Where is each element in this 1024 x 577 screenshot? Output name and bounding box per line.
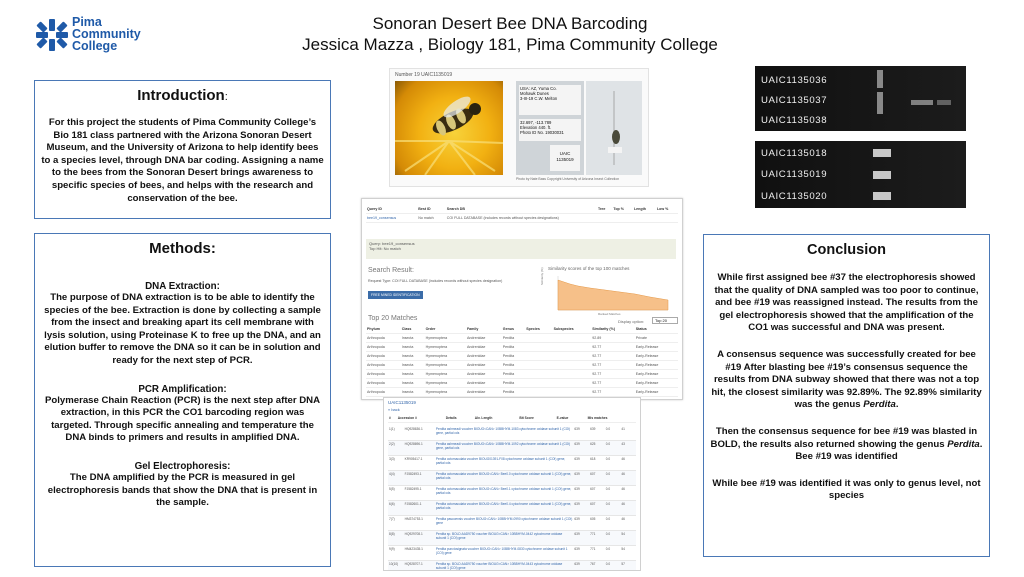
gel1-lane-label-1: UAIC1135036 bbox=[761, 75, 828, 86]
similarity-chart-title: Similarity scores of the top 100 matches bbox=[548, 266, 630, 271]
blast-header: Bit Score bbox=[518, 414, 555, 423]
blast-cell: 0.0 bbox=[605, 562, 611, 566]
similarity-ylabel: Similarity (%) bbox=[540, 267, 544, 285]
top20-cell: Early-Release bbox=[635, 343, 678, 352]
blast-table bbox=[388, 414, 636, 423]
blast-cell: 0.0 bbox=[605, 517, 611, 521]
similarity-chart bbox=[550, 274, 670, 314]
similarity-area bbox=[558, 280, 668, 310]
top20-cell: Perdita bbox=[502, 388, 526, 397]
blast-header: Mis matches bbox=[587, 414, 636, 423]
top20-title: Top 20 Matches bbox=[368, 315, 418, 322]
top20-cell: Insecta bbox=[401, 334, 425, 343]
summary-header: Tree bbox=[597, 205, 612, 214]
blast-cell: 639 bbox=[574, 472, 580, 476]
blast-row bbox=[388, 516, 636, 531]
top20-cell: Insecta bbox=[401, 352, 425, 361]
blast-description-link[interactable]: Perdita ashmeadi voucher BIOUG<CAN> 10BBHYM-1083 cytochrome oxidase subunit 1 (COI) gene, partial cds bbox=[435, 427, 571, 435]
blast-cell: 9(9) bbox=[389, 547, 395, 551]
top20-header: Genus bbox=[502, 325, 526, 334]
photo-caption: Photo by Nate Bass Copyright University of Arizona Insect Collection bbox=[516, 177, 620, 181]
blast-description-link[interactable]: Perdita octomaculata voucher BIOUG<CAN> Bee0.1 cytochrome oxidase subunit 1 (COI) gene, partial cds bbox=[435, 487, 572, 495]
gel-image-1 bbox=[755, 66, 966, 131]
blast-row bbox=[388, 456, 636, 471]
conclusion-paragraph-2 bbox=[710, 349, 983, 412]
blast-cell: KR905417.1 bbox=[404, 457, 423, 461]
top20-header: Subspecies bbox=[553, 325, 592, 334]
free-search-button[interactable]: FREE MINED IDENTIFICATION bbox=[368, 291, 423, 299]
conclusion-p3-end: . Bee #19 was identified bbox=[795, 438, 983, 463]
blast-cell: 639 bbox=[574, 427, 580, 431]
top20-cell: 92.77 bbox=[591, 370, 635, 379]
top20-cell: Early-Release bbox=[635, 379, 678, 388]
top20-cell bbox=[553, 379, 592, 388]
top20-cell: Andrenidae bbox=[466, 361, 502, 370]
summary-header: Length bbox=[633, 205, 656, 214]
label-line-2: Mohawk Dunes bbox=[520, 91, 549, 96]
blast-cell: 639 bbox=[574, 487, 580, 491]
blast-cell: 639 bbox=[574, 517, 580, 521]
top20-header: Phylum bbox=[366, 325, 401, 334]
conclusion-p3-genus: Perdita bbox=[947, 438, 980, 450]
top20-cell: Andrenidae bbox=[466, 343, 502, 352]
top20-cell bbox=[553, 361, 592, 370]
blast-description-link[interactable]: Perdita ashmeadi voucher BIOUG<CAN> 10BBHYM-1092 cytochrome oxidase subunit 1 (COI) gene, partial cds bbox=[435, 442, 571, 450]
label-line-3: 3-III-19 C.W. Melton bbox=[520, 96, 558, 101]
specimen-number: Number 19 UAIC1135019 bbox=[395, 72, 453, 78]
blast-cell: 639 bbox=[590, 427, 596, 431]
gel1-ladder-band bbox=[877, 92, 883, 114]
gel1-lane-label-2: UAIC1135037 bbox=[761, 95, 828, 106]
top20-header: Similarity (%) bbox=[591, 325, 635, 334]
pcr-text: Polymerase Chain Reaction (PCR) is the next step after DNA extraction, in this PCR the CO1 barcoding region was targeted. Through specific annealing and temperature the DNA binds to primers and results in amplified DNA. bbox=[44, 394, 321, 444]
blast-cell: 0.0 bbox=[605, 472, 611, 476]
summary-cell bbox=[612, 214, 633, 223]
blast-cell: 771 bbox=[590, 532, 596, 536]
label-line-5: Elevation 440. ft. bbox=[520, 125, 552, 130]
summary-cell bbox=[633, 214, 656, 223]
blast-row bbox=[388, 501, 636, 516]
blast-cell: 46 bbox=[621, 457, 625, 461]
blast-cell: 639 bbox=[574, 442, 580, 446]
blast-cell: 0.0 bbox=[605, 442, 611, 446]
blast-cell: 6(6) bbox=[389, 502, 395, 506]
table-row bbox=[366, 361, 678, 370]
blast-cell: 0.0 bbox=[605, 532, 611, 536]
conclusion-p2-end: . bbox=[895, 399, 899, 411]
poster-subtitle: Jessica Mazza , Biology 181, Pima Community College bbox=[302, 35, 718, 54]
blast-cell: 46 bbox=[621, 502, 625, 506]
blast-cell: 0.0 bbox=[605, 487, 611, 491]
top20-header: Class bbox=[401, 325, 425, 334]
poster-title: Sonoran Desert Bee DNA Barcoding bbox=[372, 14, 648, 33]
conclusion-paragraph-1: While first assigned bee #37 the electrophoresis showed that the quality of DNA sampled was too poor to continue, and bee #19 was reassigned instead. The results from the gel electrophoresis showed that the amplification of the CO1 was successful and DNA was present. bbox=[714, 272, 979, 334]
top20-cell: Perdita bbox=[502, 370, 526, 379]
introduction-title: Introduction bbox=[137, 87, 225, 104]
conclusion-p3-text: Then the consensus sequence for bee #19 was blasted in BOLD, the results also returned showing the genus bbox=[710, 425, 978, 450]
blast-cell: FJ582601.1 bbox=[404, 502, 422, 506]
blast-row bbox=[388, 486, 636, 501]
summary-header: Top % bbox=[612, 205, 633, 214]
college-logo bbox=[34, 14, 154, 56]
similarity-xlabel: Ranked Matches bbox=[598, 312, 621, 316]
methods-box bbox=[34, 233, 331, 567]
blast-cell: HQ928636.1 bbox=[404, 427, 423, 431]
blast-row bbox=[388, 531, 636, 546]
methods-title: Methods: bbox=[149, 240, 216, 257]
top-hit-line: Top Hit: No match bbox=[369, 246, 401, 251]
top20-cell: 92.77 bbox=[591, 361, 635, 370]
top20-cell bbox=[553, 334, 592, 343]
top20-cell: Andrenidae bbox=[466, 388, 502, 397]
summary-header: Best ID bbox=[417, 205, 446, 214]
summary-cell bbox=[656, 214, 678, 223]
gel2-lane-label-2: UAIC1135019 bbox=[761, 169, 828, 180]
gel1-dna-band bbox=[911, 100, 933, 105]
query-banner bbox=[366, 239, 676, 259]
top20-cell bbox=[525, 361, 552, 370]
blast-cell: 46 bbox=[621, 472, 625, 476]
top20-header: Order bbox=[425, 325, 466, 334]
blast-cell: 41 bbox=[621, 427, 625, 431]
top20-header: Species bbox=[525, 325, 552, 334]
blast-cell: 46 bbox=[621, 487, 625, 491]
introduction-box bbox=[34, 80, 331, 219]
blast-cell: 607 bbox=[590, 487, 596, 491]
top20-cell bbox=[553, 352, 592, 361]
top20-cell: Hymenoptera bbox=[425, 370, 466, 379]
blast-cell: FJ582495.1 bbox=[404, 487, 422, 491]
top20-cell bbox=[525, 343, 552, 352]
logo-text-line3: College bbox=[72, 39, 118, 53]
blast-cell: HQ929708.1 bbox=[404, 532, 423, 536]
introduction-title-suffix: : bbox=[224, 91, 228, 103]
label-line-1: USA: AZ, Yuma Co. bbox=[520, 86, 557, 91]
top20-cell: Perdita bbox=[502, 379, 526, 388]
dna-extraction-text: The purpose of DNA extraction is to be able to identify the species of the bee. Extraction is done by collecting a sample from the insect and breaking apart its cell membrane with lysis solution, using Proteinase K to free up the DNA, and an elution buffer to remove the DNA so it can be in solution and ready for the next step of PCR. bbox=[44, 292, 321, 366]
blast-cell: 639 bbox=[574, 547, 580, 551]
conclusion-p2-genus: Perdita bbox=[863, 399, 896, 411]
blast-cell: 54 bbox=[621, 532, 625, 536]
gel1-lane-label-3: UAIC1135038 bbox=[761, 115, 828, 126]
blast-cell: HM374753.1 bbox=[404, 517, 423, 521]
blast-description-link[interactable]: Perdita octomaculata voucher BIOUG01391-F08 cytochrome oxidase subunit 1 (COI) gene, partial cds bbox=[435, 457, 566, 465]
blast-results-screenshot bbox=[383, 397, 641, 571]
table-row bbox=[366, 370, 678, 379]
blast-rows bbox=[388, 426, 636, 571]
blast-cell: 639 bbox=[574, 457, 580, 461]
top20-cell: 92.77 bbox=[591, 352, 635, 361]
blast-cell: 0.0 bbox=[605, 457, 611, 461]
top20-cell bbox=[553, 370, 592, 379]
table-row bbox=[366, 379, 678, 388]
query-line: Query: bee19_consensus bbox=[369, 241, 415, 246]
blast-cell: 605 bbox=[590, 517, 596, 521]
search-result-heading: Search Result: bbox=[368, 267, 414, 274]
top20-cell: Arthropoda bbox=[366, 361, 401, 370]
summary-header: Low % bbox=[656, 205, 678, 214]
dna-subway-screenshot bbox=[361, 198, 683, 400]
top20-cell: Perdita bbox=[502, 334, 526, 343]
top20-cell bbox=[525, 370, 552, 379]
blast-cell: 4(4) bbox=[389, 472, 395, 476]
top20-cell: Insecta bbox=[401, 343, 425, 352]
blast-description-link[interactable]: Perdita octomaculata voucher BIOUG<CAN> Bee0.4 cytochrome oxidase subunit 1 (COI) gene, partial cds bbox=[435, 502, 572, 510]
top20-cell bbox=[553, 343, 592, 352]
top20-cell: Insecta bbox=[401, 370, 425, 379]
blast-cell: HQ928696.1 bbox=[404, 442, 423, 446]
bee-icon bbox=[395, 81, 503, 175]
summary-header: Query ID bbox=[366, 205, 417, 214]
blast-cell: 618 bbox=[590, 457, 596, 461]
top20-header: Family bbox=[466, 325, 502, 334]
top20-cell: Early-Release bbox=[635, 352, 678, 361]
blast-cell: 54 bbox=[621, 547, 625, 551]
blast-cell: 771 bbox=[590, 547, 596, 551]
blast-cell: 46 bbox=[621, 517, 625, 521]
top20-cell: Perdita bbox=[502, 361, 526, 370]
label-line-4: 32.697, -113.789 bbox=[520, 120, 552, 125]
top20-cell: 92.89 bbox=[591, 334, 635, 343]
blast-header: Accession # bbox=[397, 414, 445, 423]
gel-image-2 bbox=[755, 141, 966, 208]
top20-cell: Early-Release bbox=[635, 370, 678, 379]
gel2-dna-band bbox=[873, 149, 891, 157]
blast-cell: 607 bbox=[590, 472, 596, 476]
blast-row bbox=[388, 546, 636, 561]
top20-cell: Arthropoda bbox=[366, 370, 401, 379]
summary-table bbox=[366, 205, 678, 223]
table-row bbox=[366, 388, 678, 397]
top20-cell: Private bbox=[635, 334, 678, 343]
top20-cell: Early-Release bbox=[635, 361, 678, 370]
top20-cell: Perdita bbox=[502, 352, 526, 361]
specimen-panel bbox=[389, 68, 649, 187]
top20-header: Status bbox=[635, 325, 678, 334]
summary-cell: No match bbox=[417, 214, 446, 223]
gel2-dna-band bbox=[873, 192, 891, 200]
gel1-ladder-band bbox=[877, 70, 883, 88]
top20-cell: Arthropoda bbox=[366, 352, 401, 361]
conclusion-box bbox=[703, 234, 990, 557]
top20-cell bbox=[525, 352, 552, 361]
gel2-lane-label-1: UAIC1135018 bbox=[761, 148, 828, 159]
blast-description-link[interactable]: Perdita sp. BOLD:AAD9750 voucher BIOUG<CAN> 10BBHYM-0442 cytochrome oxidase subunit 1 (COI) gene bbox=[435, 532, 563, 540]
top20-table bbox=[366, 325, 678, 397]
top20-cell bbox=[553, 388, 592, 397]
blast-cell: HM423435.1 bbox=[404, 547, 423, 551]
top20-cell: Hymenoptera bbox=[425, 361, 466, 370]
blast-cell: 2(2) bbox=[389, 442, 395, 446]
summary-header: Search DB bbox=[446, 205, 597, 214]
top20-cell: Insecta bbox=[401, 361, 425, 370]
blast-row bbox=[388, 426, 636, 441]
blast-cell: 0.0 bbox=[605, 427, 611, 431]
summary-cell: COI FULL DATABASE (includes records without species designations) bbox=[446, 214, 597, 223]
specimen-label-photo bbox=[516, 81, 584, 175]
gel-electrophoresis-text: The DNA amplified by the PCR is measured in gel electrophoresis bands that show the DNA that is present in the sample. bbox=[47, 471, 318, 509]
blast-cell: 639 bbox=[574, 502, 580, 506]
blast-cell: 1(1) bbox=[389, 427, 395, 431]
blast-description-link[interactable]: Perdita punctosignata voucher BIOUG<CAN> 10BBHYM-0830 cytochrome oxidase subunit 1 (COI) gene bbox=[435, 547, 568, 555]
pinned-bee-icon bbox=[586, 81, 642, 175]
top20-cell: 92.77 bbox=[591, 379, 635, 388]
logo-text-line2: Community bbox=[72, 27, 141, 41]
label-line-6: Photo ID No. 19030031 bbox=[520, 130, 564, 135]
bee-flower-photo bbox=[395, 81, 503, 175]
conclusion-title: Conclusion bbox=[807, 242, 886, 258]
introduction-heading bbox=[35, 87, 330, 105]
blast-cell: 0.0 bbox=[605, 547, 611, 551]
blast-row bbox=[388, 441, 636, 456]
blast-cell: 57 bbox=[621, 562, 625, 566]
top20-cell: 92.77 bbox=[591, 388, 635, 397]
pinned-specimen-photo bbox=[586, 81, 642, 175]
blast-header: Details bbox=[445, 414, 474, 423]
conclusion-p2-text: A consensus sequence was successfully created for bee #19 After blasting bee #19’s consensus sequence the results from DNA subway showed that there was not a top hit, the closest similarity was 92.89%. The 92.89% similarity was the genus bbox=[711, 348, 982, 411]
blast-row bbox=[388, 471, 636, 486]
top20-cell: Hymenoptera bbox=[425, 343, 466, 352]
summary-cell bbox=[597, 214, 612, 223]
gel1-dna-band bbox=[937, 100, 951, 105]
dna-extraction-heading: DNA Extraction: bbox=[145, 281, 220, 292]
top20-cell: Perdita bbox=[502, 343, 526, 352]
blast-cell: 5(5) bbox=[389, 487, 395, 491]
top20-cell: Andrenidae bbox=[466, 334, 502, 343]
top20-cell: Arthropoda bbox=[366, 388, 401, 397]
blast-back-link[interactable]: « back bbox=[388, 407, 400, 412]
summary-cell[interactable]: bee19_consensus bbox=[366, 214, 417, 223]
blast-cell: 7(7) bbox=[389, 517, 395, 521]
top20-cell: Hymenoptera bbox=[425, 334, 466, 343]
top20-cell: Insecta bbox=[401, 388, 425, 397]
top20-cell: Hymenoptera bbox=[425, 379, 466, 388]
conclusion-paragraph-4: While bee #19 was identified it was only to genus level, not species bbox=[712, 477, 981, 502]
blast-description-link[interactable]: Perdita pascoensis voucher BIOUG<CAN> 10BBHYM-0990 cytochrome oxidase subunit 1 (COI) gene bbox=[435, 517, 573, 525]
display-option-select[interactable]: Top 20 bbox=[652, 317, 678, 324]
blast-cell: 767 bbox=[590, 562, 596, 566]
blast-description-link[interactable]: Perdita sp. BOLD:AAD9750 voucher BIOUG<CAN> 10BBHYM-0443 cytochrome oxidase subunit 1 (COI) gene bbox=[435, 562, 563, 570]
top20-cell: 92.77 bbox=[591, 343, 635, 352]
top20-cell: Arthropoda bbox=[366, 334, 401, 343]
blast-cell: HQ928707.1 bbox=[404, 562, 423, 566]
blast-cell: 625 bbox=[590, 442, 596, 446]
top20-cell: Arthropoda bbox=[366, 343, 401, 352]
top20-cell bbox=[525, 388, 552, 397]
table-row bbox=[366, 352, 678, 361]
blast-cell: 607 bbox=[590, 502, 596, 506]
blast-cell: FJ582493.1 bbox=[404, 472, 422, 476]
uaic-label-2: 1135019 bbox=[556, 157, 574, 162]
introduction-text: For this project the students of Pima Community College’s Bio 181 class partnered with the Arizona Sonoran Desert Museum, and the University of Arizona to help identify bees to a species level, through DNA bar coding. Assigning a name to the bees from the Sonoran Desert brings awareness to specific species of bees, and helps with the research and conservation of the bee. bbox=[41, 117, 324, 204]
uaic-label-1: UAIC bbox=[559, 151, 571, 156]
top20-cell bbox=[525, 334, 552, 343]
top20-cell: Hymenoptera bbox=[425, 388, 466, 397]
top20-cell: Early-Release bbox=[635, 388, 678, 397]
gel-electrophoresis-heading: Gel Electrophoresis: bbox=[134, 460, 231, 472]
blast-header: # bbox=[388, 414, 397, 423]
blast-cell: 3(3) bbox=[389, 457, 395, 461]
blast-row bbox=[388, 561, 636, 571]
blast-header: Alv. Length bbox=[474, 414, 519, 423]
blast-description-link[interactable]: Perdita octomaculata voucher BIOUG<CAN> Bee0.0 cytochrome oxidase subunit 1 (COI) gene, partial cds bbox=[435, 472, 572, 480]
logo-text-line1: Pima bbox=[72, 15, 102, 29]
logo-emblem-icon bbox=[34, 17, 70, 53]
table-row bbox=[366, 343, 678, 352]
top20-cell: Insecta bbox=[401, 379, 425, 388]
blast-cell: 639 bbox=[574, 562, 580, 566]
blast-cell: 639 bbox=[574, 532, 580, 536]
request-type: Request Type: COI FULL DATABASE (includes records without species designation) bbox=[368, 279, 503, 283]
pcr-heading: PCR Amplification: bbox=[138, 383, 227, 395]
blast-cell: 10(10) bbox=[389, 562, 399, 566]
table-row bbox=[366, 334, 678, 343]
gel2-dna-band bbox=[873, 171, 891, 179]
top20-cell: Andrenidae bbox=[466, 352, 502, 361]
gel2-lane-label-3: UAIC1135020 bbox=[761, 191, 828, 202]
blast-title: UAIC1135019 bbox=[388, 400, 416, 405]
blast-cell: 8(8) bbox=[389, 532, 395, 536]
blast-cell: 43 bbox=[621, 442, 625, 446]
conclusion-paragraph-3 bbox=[710, 426, 983, 464]
top20-cell: Andrenidae bbox=[466, 379, 502, 388]
blast-header: E-value bbox=[556, 414, 587, 423]
top20-cell bbox=[525, 379, 552, 388]
blast-cell: 0.0 bbox=[605, 502, 611, 506]
top20-cell: Andrenidae bbox=[466, 370, 502, 379]
top20-cell: Arthropoda bbox=[366, 379, 401, 388]
top20-cell: Hymenoptera bbox=[425, 352, 466, 361]
display-option-label: Display option: bbox=[618, 319, 645, 324]
